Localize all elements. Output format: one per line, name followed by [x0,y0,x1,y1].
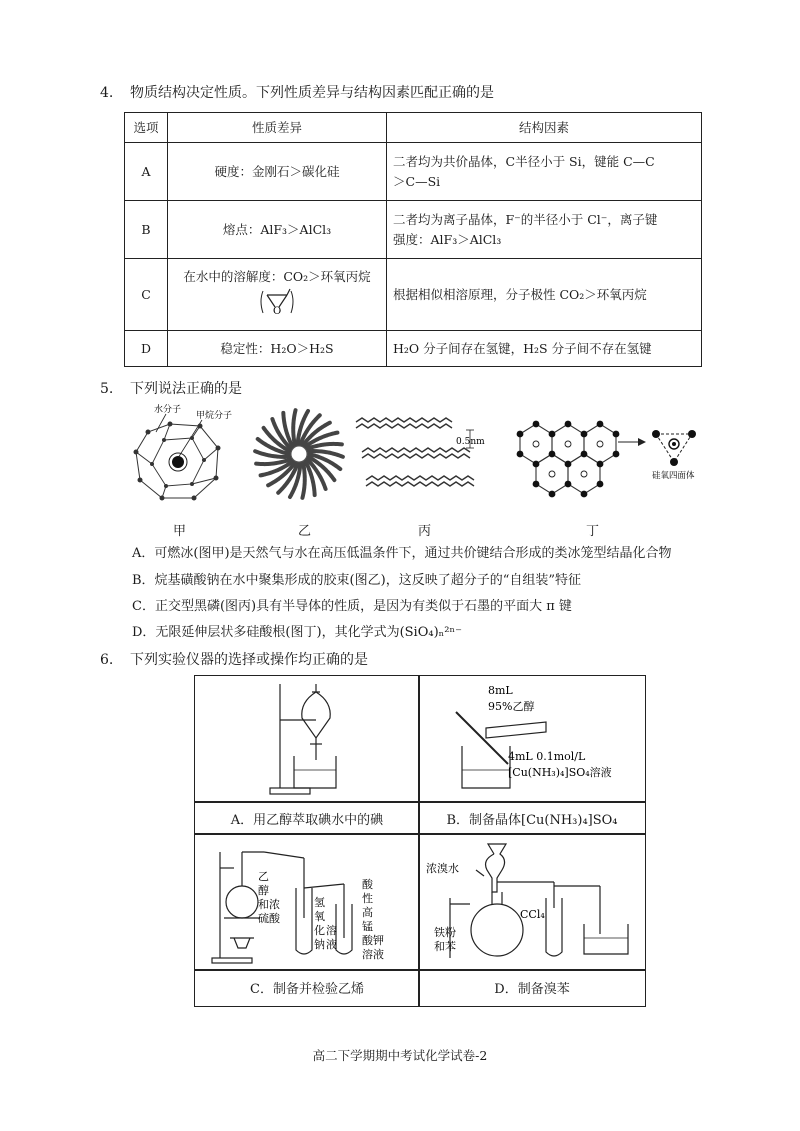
figure-ding-polysilicate [506,412,706,512]
q4-row-property: 熔点：AlF₃＞AlCl₃ [168,201,387,259]
q4-header-row [125,113,702,143]
micelle-chain [293,410,295,445]
q4-row-option: C [125,259,168,331]
page-footer: 高二下学期期中考试化学试卷-2 [312,1048,488,1063]
q5-option-d: D．无限延伸层状多硅酸根(图丁)，其化学式为(SiO₄)ₙ²ⁿ⁻ [132,625,462,640]
q4-row-cause [387,201,702,259]
beaker-pipette-apparatus [446,682,636,796]
micelle-chain [256,459,291,464]
separatory-funnel-apparatus [260,680,360,798]
q5-stem-line [100,380,242,398]
q4-table [124,112,702,367]
b-label-complex: [Cu(NH₃)₄]SO₄溶液 [508,766,612,779]
jia-label-water: 水分子 [154,405,182,415]
q4-row-cause: H₂O 分子间存在氢键，H₂S 分子间不存在氢键 [387,331,702,367]
b-label-ethanol: 95%乙醇 [488,700,535,713]
q4-row-property: 硬度：金刚石＞碳化硅 [168,143,387,201]
q4-row-option: A [125,143,168,201]
q6-caption-a: A．用乙醇萃取碘水中的碘 [230,813,384,828]
c-label-naoh-4: 钠 [314,938,325,951]
c-label-1: 乙 [258,870,269,883]
q4-header-option: 选项 [125,113,168,143]
q6-stem: 下列实验仪器的选择或操作均正确的是 [130,652,368,668]
q4-row-option: B [125,201,168,259]
epoxide-o-label: O [273,305,282,317]
d-label-benzene: 和苯 [434,940,456,953]
fig-name-ding: 丁 [586,524,600,539]
q4-row-option: D [125,331,168,367]
q4-header-property: 性质差异 [168,113,387,143]
q4-row-b [125,201,702,259]
q6-caption-c: C．制备并检验乙烯 [250,982,364,997]
q6-caption-d: D．制备溴苯 [494,982,570,997]
q6-caption-b: B．制备晶体[Cu(NH₃)₄]SO₄ [446,813,618,828]
fig-name-bing: 丙 [418,524,432,539]
c-label-naoh-3: 化 [314,924,325,937]
fig-name-jia: 甲 [173,524,187,539]
jia-label-methane: 甲烷分子 [196,411,233,421]
c-label-kmno4-4: 锰 [362,920,373,933]
micelle-chain [307,444,342,449]
c-label-naoh-1: 氢 [314,896,325,909]
q5-option-c: C．正交型黑磷(图丙)具有半导体的性质，是因为有类似于石墨的平面大 π 键 [132,599,572,614]
q4-row-c [125,259,702,331]
q4-row-property [168,259,387,331]
bing-label-distance: 0.5nm [456,437,485,447]
q4-row-cause-line: 强度：AlF₃＞AlCl₃ [393,231,502,247]
c-label-kmno4-2: 性 [362,892,373,905]
q5-option-a: A．可燃冰(图甲)是天然气与水在高压低温条件下，通过共价键结合形成的类冰笼型结晶化合物 [132,546,672,561]
d-label-ccl4: CCl₄ [520,908,545,921]
q4-row-cause: 根据相似相溶原理，分子极性 CO₂＞环氧丙烷 [387,259,702,331]
q4-row-a [125,143,702,201]
c-label-kmno4-5: 酸钾 [362,934,384,947]
c-label-naoh-5: 溶 [326,924,337,937]
bromobenzene-prep-apparatus [424,838,640,966]
d-label-bromine: 浓溴水 [426,862,459,875]
figure-yi-micelle [246,404,352,504]
micelle-chain [302,463,304,498]
q5-number: 5. [100,381,114,397]
q5-option-b: B．烷基磺酸钠在水中聚集形成的胶束(图乙)，这反映了超分子的“自组装”特征 [132,573,581,588]
q4-row-cause-line: 二者均为共价晶体，C半径小于 Si，键能 C—C [393,153,655,169]
c-label-kmno4-3: 高 [362,906,373,919]
c-label-kmno4-6: 溶液 [362,948,384,961]
q4-row-cause-line: ＞C—Si [393,173,441,189]
figure-bing-black-phosphorus [352,410,492,500]
q4-stem-line [100,84,494,102]
c-label-kmno4-1: 酸 [362,878,373,891]
q4-row-cause-line: 二者均为离子晶体，F⁻的半径小于 Cl⁻，离子键 [393,211,658,227]
c-label-naoh-6: 液 [326,938,337,951]
q5-stem: 下列说法正确的是 [130,381,242,397]
q4-row-property: 稳定性：H₂O＞H₂S [168,331,387,367]
ding-label-tetrahedron: 硅氧四面体 [652,471,695,481]
d-label-iron: 铁粉 [434,926,456,939]
c-label-3: 和浓 [258,898,280,911]
q4-stem: 物质结构决定性质。下列性质差异与结构因素匹配正确的是 [130,85,494,101]
q6-number: 6. [100,652,114,668]
b-label-8ml: 8mL [488,684,513,697]
c-label-4: 硫酸 [258,912,280,925]
figure-jia-clathrate [118,402,238,512]
q4-number: 4. [100,85,114,101]
c-label-naoh-2: 氧 [314,910,325,923]
b-label-volume: 4mL 0.1mol/L [508,750,586,763]
c-label-2: 醇 [258,884,269,897]
epoxide-structure-icon [257,287,297,317]
q6-stem-line [100,651,368,669]
q4-header-cause: 结构因素 [387,113,702,143]
q4-row-cause [387,143,702,201]
fig-name-yi: 乙 [298,524,312,539]
q4-row-property-text: 在水中的溶解度：CO₂＞环氧丙烷 [183,268,371,284]
ethylene-prep-apparatus [204,838,414,966]
q4-row-d [125,331,702,367]
